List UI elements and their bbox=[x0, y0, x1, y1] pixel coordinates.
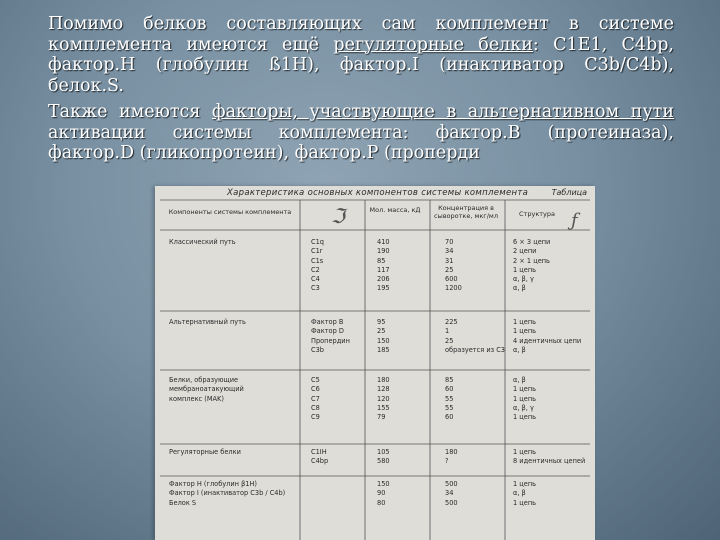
structure: 6 × 3 цепи 2 цепи 2 × 1 цепь 1 цепь α, β, γ α, β bbox=[513, 238, 551, 293]
molecular-mass: 180 128 120 155 79 bbox=[377, 376, 390, 422]
header-components: Компоненты системы комплемента bbox=[168, 208, 292, 216]
paragraph1-text: Помимо белков составляющих сам комплемент в системе комплемента имеются ещё bbox=[48, 14, 674, 55]
section-label: Альтернативный путь bbox=[169, 318, 246, 326]
table-tag: Таблица bbox=[551, 188, 587, 197]
molecular-mass: 105 580 bbox=[377, 448, 390, 466]
concentration: 500 34 500 bbox=[445, 480, 458, 507]
header-structure: Структура bbox=[519, 210, 555, 218]
structure: 1 цепь α, β 1 цепь bbox=[513, 480, 537, 507]
structure: 1 цепь 1 цепь 4 идентичных цепи α, β bbox=[513, 318, 582, 354]
molecular-mass: 95 25 150 185 bbox=[377, 318, 390, 354]
section-label: Классический путь bbox=[169, 238, 236, 246]
concentration: 225 1 25 образуется из C3 bbox=[445, 318, 506, 354]
structure: 1 цепь 8 идентичных цепей bbox=[513, 448, 586, 466]
handwritten-mark: ℑ bbox=[331, 204, 345, 228]
section-label: Регуляторные белки bbox=[169, 448, 241, 456]
scanned-table-image bbox=[155, 186, 595, 540]
paragraph-alternative bbox=[48, 102, 674, 164]
concentration: 180 ? bbox=[445, 448, 458, 466]
component-names: Фактор B Фактор D Пропердин C3b bbox=[311, 318, 350, 354]
component-names: C1q C1r C1s C2 C4 C3 bbox=[311, 238, 324, 293]
paragraph-regulatory bbox=[48, 14, 674, 96]
structure: α, β 1 цепь 1 цепь α, β, γ 1 цепь bbox=[513, 376, 537, 422]
paragraph1-list: : C1E1, C4bp, фактор.H (глобулин ß1H), фактор.I (инактиватор C3b/C4b), белок.S. bbox=[48, 34, 674, 96]
slide-text bbox=[48, 14, 674, 170]
section-label: Белки, образующие мембраноатакующий комплекс (MAK) bbox=[169, 376, 244, 403]
regulatory-proteins-link: регуляторные белки bbox=[333, 34, 533, 55]
molecular-mass: 410 190 85 117 206 195 bbox=[377, 238, 390, 293]
header-concentration: Концентрация в сыворотке, мкг/мл bbox=[434, 204, 498, 220]
handwritten-mark-2: ƒ bbox=[571, 210, 578, 231]
alternative-pathway-factors: факторы, участвующие в альтернативном пути bbox=[211, 102, 674, 122]
paragraph2-lead: Также имеются bbox=[48, 102, 212, 122]
header-mass: Мол. масса, кД bbox=[369, 206, 421, 214]
section-label: Фактор H (глобулин β1H) Фактор I (инактиватор C3b / C4b) Белок S bbox=[169, 480, 286, 507]
molecular-mass: 150 90 80 bbox=[377, 480, 390, 507]
paragraph2-list: активации системы комплемента: фактор.B (протеиназа), фактор.D (гликопротеин), фактор.P (проперди bbox=[48, 122, 674, 163]
component-names: C1IH C4bp bbox=[311, 448, 329, 466]
concentration: 85 60 55 55 60 bbox=[445, 376, 454, 422]
concentration: 70 34 31 25 600 1200 bbox=[445, 238, 462, 293]
table-title: Характеристика основных компонентов системы комплемента bbox=[227, 188, 529, 198]
component-names: C5 C6 C7 C8 C9 bbox=[311, 376, 320, 422]
